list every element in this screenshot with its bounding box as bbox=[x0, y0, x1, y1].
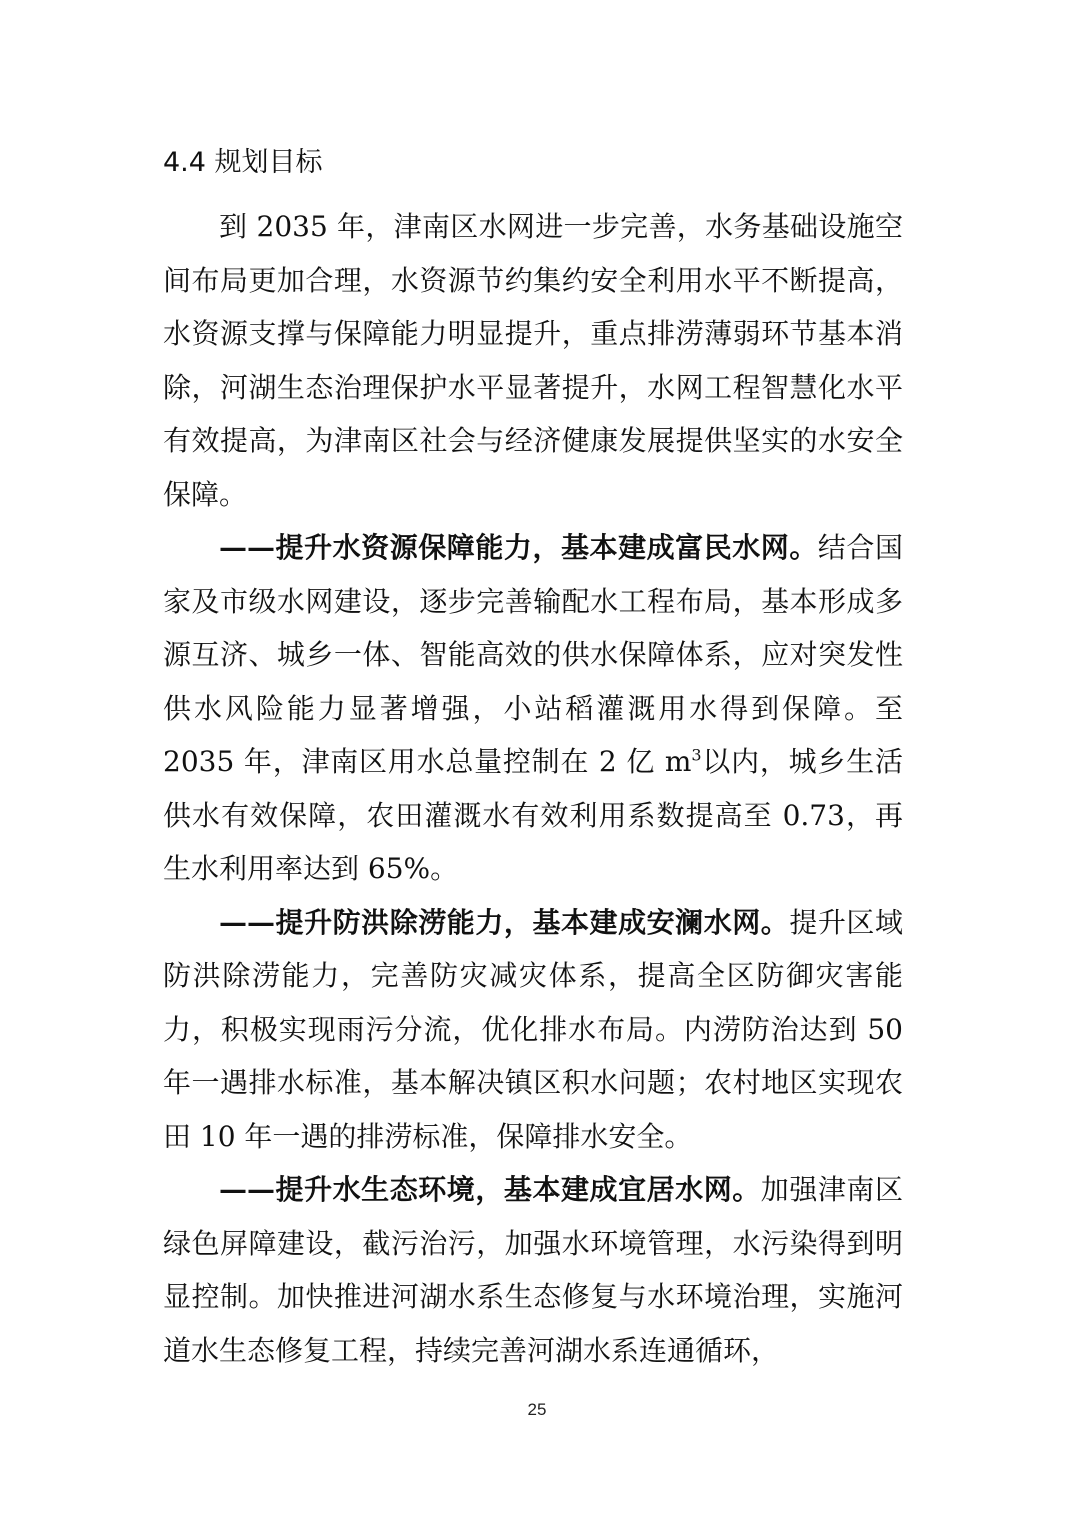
paragraph-intro: 到 2035 年，津南区水网进一步完善，水务基础设施空间布局更加合理，水资源节约集约安全利用水平不断提高，水资源支撑与保障能力明显提升，重点排涝薄弱环节基本消除，河湖生态治理保护水平显著提升，水网工程智慧化水平有效提高，为津南区社会与经济健康发展提供坚实的水安全保障。 bbox=[163, 210, 903, 511]
paragraph-text: 以内，城乡生活供水有效保障，农田灌溉水有效利用系数提高至 0.73，再生水利用率达到 65%。 bbox=[163, 745, 903, 885]
paragraph-ecology bbox=[163, 1163, 903, 1377]
body-text bbox=[163, 200, 903, 1377]
paragraph-flood-control bbox=[163, 896, 903, 1164]
paragraph-lead: ——提升水生态环境，基本建成宜居水网。 bbox=[219, 1173, 761, 1206]
paragraph-text: 提升区域防洪除涝能力，完善防灾减灾体系，提高全区防御灾害能力，积极实现雨污分流，优化排水布局。内涝防治达到 50 年一遇排水标准，基本解决镇区积水问题；农村地区实现农田 10 年一遇的排涝标准，保障排水安全。 bbox=[163, 905, 903, 1153]
superscript-cubed: 3 bbox=[691, 745, 702, 765]
paragraph-text: 加强津南区绿色屏障建设，截污治污，加强水环境管理，水污染得到明显控制。加快推进河湖水系生态修复与水环境治理，实施河道水生态修复工程，持续完善河湖水系连通循环， bbox=[163, 1173, 903, 1367]
page-number: 25 bbox=[527, 1400, 547, 1419]
section-heading: 4.4 规划目标 bbox=[163, 147, 323, 178]
paragraph-water-resources bbox=[163, 521, 903, 896]
paragraph-text: 结合国家及市级水网建设，逐步完善输配水工程布局，基本形成多源互济、城乡一体、智能高效的供水保障体系，应对突发性供水风险能力显著增强，小站稻灌溉用水得到保障。至 2035 年，津南区用水总量控制在 2 亿 m bbox=[163, 531, 903, 778]
paragraph-lead: ——提升水资源保障能力，基本建成富民水网。 bbox=[219, 531, 818, 564]
paragraph-lead: ——提升防洪除涝能力，基本建成安澜水网。 bbox=[219, 905, 790, 939]
